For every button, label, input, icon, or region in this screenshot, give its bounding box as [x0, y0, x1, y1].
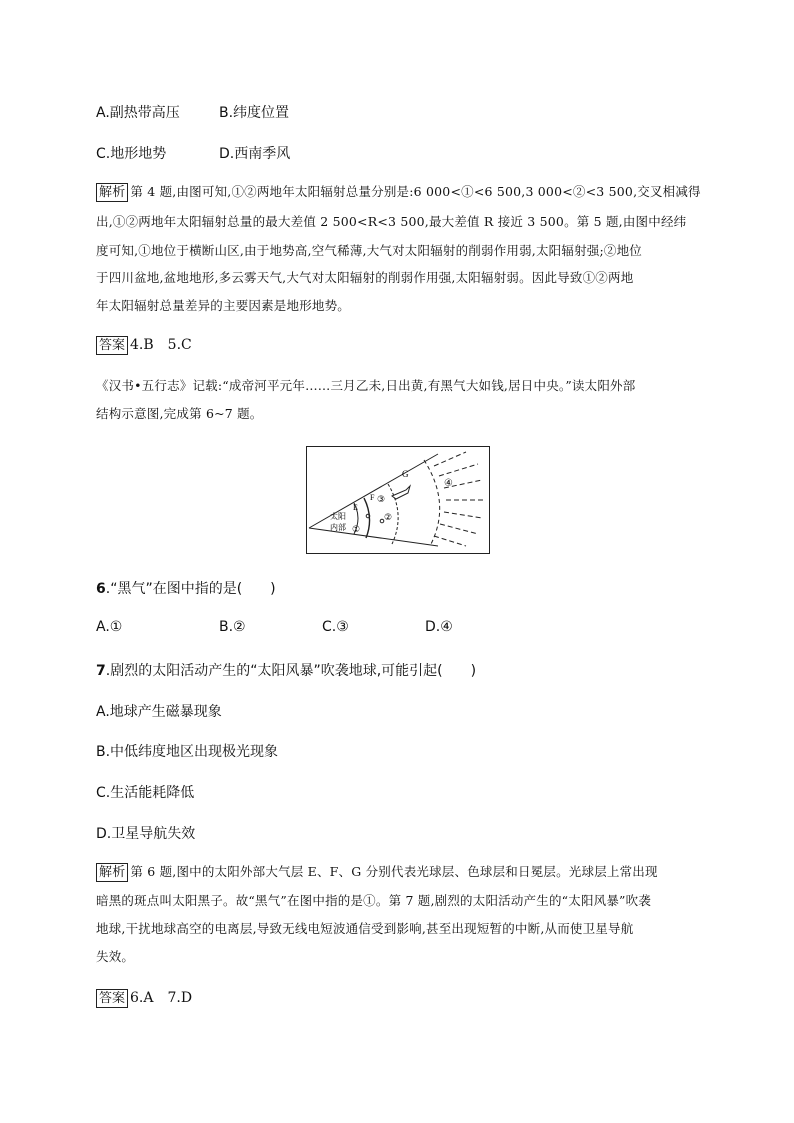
explanation-2-line-1	[96, 862, 658, 882]
answer-tag: 答案	[96, 336, 128, 355]
q5-option-d: D.西南季风	[219, 146, 291, 162]
q5-option-c: C.地形地势	[96, 146, 167, 162]
label-sun: 太阳	[330, 512, 346, 521]
question-stem: .“黑气”在图中指的是( )	[105, 581, 276, 597]
q7-option-a: A.地球产生磁暴现象	[96, 704, 222, 720]
label-1: ①	[352, 525, 361, 535]
question-stem: .剧烈的太阳活动产生的“太阳风暴”吹袭地球,可能引起( )	[105, 663, 477, 679]
question-6	[96, 578, 276, 598]
label-f: F	[370, 493, 375, 502]
explanation-2-line-3: 地球,干扰地球高空的电离层,导致无线电短波通信受到影响,甚至出现短暂的中断,从而使卫星导航	[96, 921, 634, 936]
label-3: ③	[377, 495, 386, 505]
answer-text: 4.B 5.C	[130, 337, 192, 353]
explanation-text: 第 4 题,由图可知,①②两地年太阳辐射总量分别是:6 000<①<6 500,3 000<②<3 500,交叉相减得	[130, 184, 701, 199]
q7-option-d: D.卫星导航失效	[96, 826, 196, 842]
q4-option-b: B.纬度位置	[219, 105, 290, 121]
answer-2	[96, 987, 192, 1008]
q7-option-b: B.中低纬度地区出现极光现象	[96, 744, 279, 760]
q6-option-c: C.③	[322, 619, 349, 635]
intro-line-2: 结构示意图,完成第 6~7 题。	[96, 406, 263, 421]
q4-option-a: A.副热带高压	[96, 105, 180, 121]
label-4: ④	[444, 478, 453, 489]
explanation-text: 第 6 题,图中的太阳外部大气层 E、F、G 分别代表光球层、色球层和日冕层。光球层上常出现	[130, 864, 658, 879]
label-g: G	[402, 469, 409, 479]
label-2: ②	[384, 513, 393, 523]
q6-option-a: A.①	[96, 619, 123, 635]
label-interior: 内部	[330, 523, 346, 532]
intro-line-1: 《汉书•五行志》记载:“成帝河平元年……三月乙未,日出黄,有黑气大如钱,居日中央。”读太阳外部	[96, 378, 636, 393]
answer-1	[96, 334, 192, 355]
answer-tag: 答案	[96, 989, 128, 1008]
q6-option-d: D.④	[425, 619, 453, 635]
sun-structure-diagram	[306, 446, 490, 554]
q7-option-c: C.生活能耗降低	[96, 785, 195, 801]
explanation-1-line-4: 于四川盆地,盆地地形,多云雾天气,大气对太阳辐射的削弱作用强,太阳辐射弱。因此导致①②两地	[96, 270, 634, 285]
explanation-1-line-2: 出,①②两地年太阳辐射总量的最大差值 2 500<R<3 500,最大差值 R 接近 3 500。第 5 题,由图中经纬	[96, 214, 687, 229]
q6-option-b: B.②	[219, 619, 246, 635]
explanation-1-line-5: 年太阳辐射总量差异的主要因素是地形地势。	[96, 298, 351, 313]
explanation-tag: 解析	[96, 863, 128, 882]
question-number: 6	[96, 581, 106, 597]
label-e: E	[353, 503, 358, 512]
explanation-tag: 解析	[96, 183, 128, 202]
explanation-1-line-1	[96, 182, 701, 202]
explanation-2-line-4: 失效。	[96, 949, 135, 964]
explanation-2-line-2: 暗黑的斑点叫太阳黑子。故“黑气”在图中指的是①。第 7 题,剧烈的太阳活动产生的“太阳风暴”吹袭	[96, 893, 652, 908]
answer-text: 6.A 7.D	[130, 990, 193, 1006]
question-number: 7	[96, 663, 106, 679]
explanation-1-line-3: 度可知,①地位于横断山区,由于地势高,空气稀薄,大气对太阳辐射的削弱作用弱,太阳辐射强;②地位	[96, 243, 642, 258]
question-7	[96, 660, 476, 680]
